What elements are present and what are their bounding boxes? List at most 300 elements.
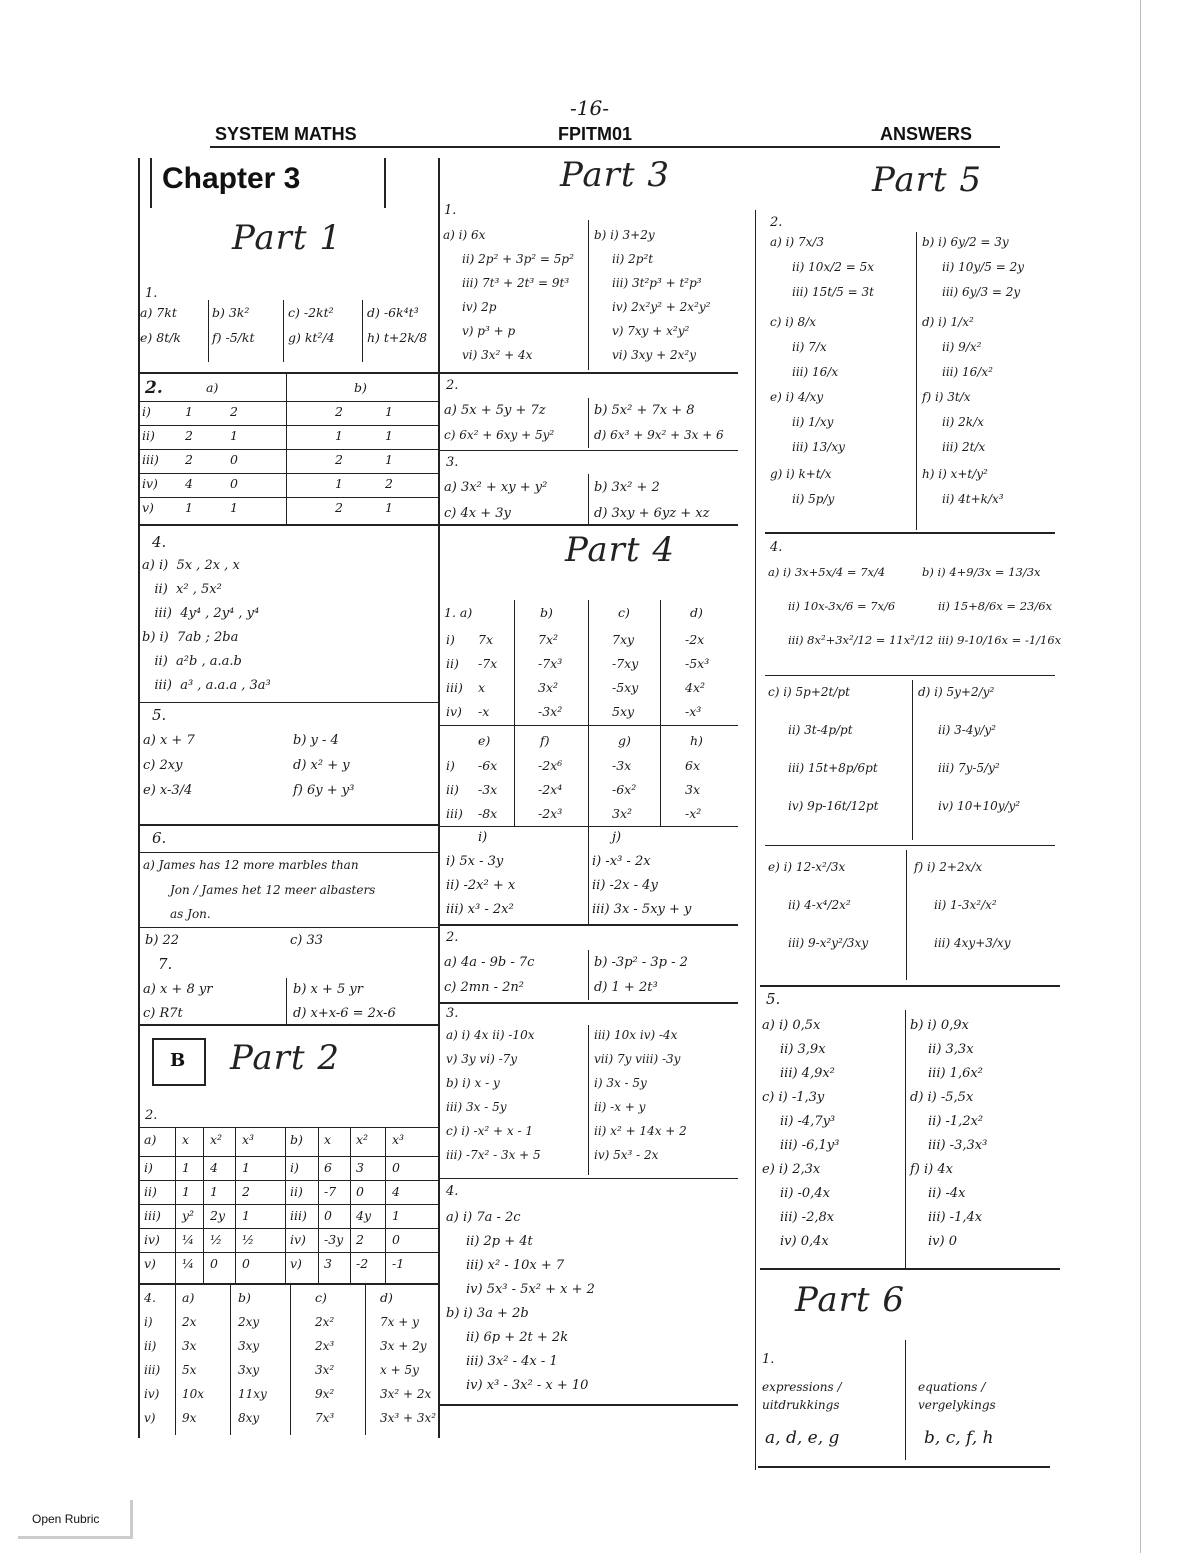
c1-p2-q4-cell: 3xy bbox=[238, 1339, 260, 1353]
c1-p2-q4-top bbox=[138, 1283, 438, 1285]
c2-p4-cell: -7xy bbox=[612, 656, 639, 671]
c1-p2-q4-cell: 8xy bbox=[238, 1411, 260, 1425]
c2-q3-vline bbox=[588, 474, 589, 524]
c1-p2-q2-row-line bbox=[138, 1156, 438, 1157]
c1-q2-cell: ii) bbox=[142, 428, 155, 443]
c1-p2-q2-head: b) bbox=[290, 1132, 303, 1147]
c2-p4-cell: 4x² bbox=[685, 680, 706, 695]
part-6-title: Part 6 bbox=[795, 1280, 905, 1320]
c2-p4-i-line: ii) -2x² + x bbox=[446, 878, 516, 893]
c1-q7-label: 7. bbox=[158, 955, 173, 973]
c1-p2-q2-cell: 0 bbox=[242, 1256, 250, 1271]
c1-p2-q2-vline bbox=[203, 1127, 204, 1283]
c1-rule-q2 bbox=[138, 372, 438, 374]
c3-q5-right: b) i) 0,9x bbox=[910, 1018, 969, 1033]
chapter-title: Chapter 3 bbox=[162, 162, 301, 195]
c3-q5-label: 5. bbox=[766, 990, 781, 1008]
c1-q2-cell: iii) bbox=[142, 452, 159, 467]
c3-q4-line: iii) 8x²+3x²/12 = 11x²/12 bbox=[788, 633, 934, 647]
c3-q4-line: ii) 10x-3x/6 = 7x/6 bbox=[788, 599, 896, 613]
c1-p2-q4-cell: 3x³ + 3x² bbox=[380, 1411, 437, 1425]
c2-p4-head2: h) bbox=[690, 733, 703, 748]
c3-q5-right: f) i) 4x bbox=[910, 1162, 953, 1177]
c2-p4-cell: -x³ bbox=[685, 704, 702, 719]
c1-q2-row-line bbox=[138, 449, 438, 450]
c2-p4-q2-a: a) 4a - 9b - 7c bbox=[444, 955, 535, 970]
c1-p2-q4-head: d) bbox=[380, 1290, 393, 1305]
c1-p2-q2-vline bbox=[350, 1127, 351, 1283]
c1-p2-q4-cell: 2x bbox=[182, 1315, 197, 1329]
c1-q7-b: b) x + 5 yr bbox=[293, 982, 363, 997]
c2-p4-q2-d: d) 1 + 2t³ bbox=[594, 980, 658, 995]
c2-ij-vline bbox=[588, 826, 589, 924]
c1-q2-cell: 1 bbox=[185, 404, 193, 419]
c2-p4-q2-b: b) -3p² - 3p - 2 bbox=[594, 955, 688, 970]
c1-p2-q4-cell: 7x³ bbox=[315, 1411, 335, 1425]
c1-p2-q2-cell: 1 bbox=[242, 1160, 250, 1175]
c1-p2-q2-head: x² bbox=[210, 1132, 223, 1147]
c2-q1-right: iii) 3t²p³ + t²p³ bbox=[612, 276, 702, 290]
c1-q7-c: c) R7t bbox=[143, 1006, 183, 1021]
c1-p2-q2-vline bbox=[235, 1127, 236, 1283]
c2-q1-left: iii) 7t³ + 2t³ = 9t³ bbox=[462, 276, 570, 290]
c1-p2-q2-vline bbox=[285, 1127, 286, 1283]
c1-q2-cell: 1 bbox=[385, 428, 393, 443]
c1-q5-b: b) y - 4 bbox=[293, 733, 339, 748]
c1-p2-q2-cell: 2 bbox=[356, 1232, 364, 1247]
c3-q4e-right: ii) 1-3x²/x² bbox=[934, 898, 997, 912]
c3-q4e-right: f) i) 2+2x/x bbox=[914, 860, 983, 874]
c2-p4-head2: e) bbox=[478, 733, 491, 748]
c3-q4e-vline bbox=[906, 850, 907, 980]
c1-p2-q2-cell: 3 bbox=[324, 1256, 332, 1271]
c2-p4-q3-label: 3. bbox=[446, 1006, 459, 1021]
c3-q5-right: iii) 1,6x² bbox=[928, 1066, 983, 1081]
c3-q2-right: iii) 16/x² bbox=[942, 365, 993, 379]
c2-q2-a: a) 5x + 5y + 7z bbox=[444, 403, 546, 418]
c1-p2-q2-row-line bbox=[138, 1180, 438, 1181]
c2-p4-j-line: i) -x³ - 2x bbox=[592, 854, 651, 869]
c3-q2-right: d) i) 1/x² bbox=[922, 315, 974, 329]
c1-p2-q2-row-line bbox=[138, 1204, 438, 1205]
c1-p2-q2-label: 2. bbox=[145, 1108, 158, 1123]
c2-p4-cell: ii) bbox=[446, 656, 459, 671]
c1-q2-row-line bbox=[138, 497, 438, 498]
c1-p2-q2-top bbox=[138, 1127, 438, 1128]
c3-q4c-left: ii) 3t-4p/pt bbox=[788, 723, 853, 737]
c1-q1-vline-3 bbox=[362, 300, 363, 362]
c1-q4-line: iii) 4y⁴ , 2y⁴ , y⁴ bbox=[142, 606, 260, 621]
c2-p4-cell: iv) bbox=[446, 704, 462, 719]
c2-p4-q3-line: a) i) 4x ii) -10x bbox=[446, 1028, 535, 1042]
c1-q1-vline-2 bbox=[283, 300, 284, 362]
part-2-box-letter: B bbox=[170, 1050, 186, 1071]
c1-p2-q2-cell: 1 bbox=[392, 1208, 400, 1223]
c2-q3-label: 3. bbox=[446, 455, 459, 470]
c2-p4-cell: iii) bbox=[446, 680, 463, 695]
c3-q2-right: ii) 2k/x bbox=[942, 415, 984, 429]
c2-p4-head: d) bbox=[690, 605, 703, 620]
c1-p2-q4-cell: 3xy bbox=[238, 1363, 260, 1377]
c3-q2-right: f) i) 3t/x bbox=[922, 390, 971, 404]
header-right: ANSWERS bbox=[880, 124, 973, 144]
c2-p4-cell: -5xy bbox=[612, 680, 639, 695]
c2-p4-cell: 7x bbox=[478, 632, 494, 647]
c2-p4-i-line: iii) x³ - 2x² bbox=[446, 902, 514, 917]
c2-p4-cell2: -6x² bbox=[612, 782, 637, 797]
c3-q2-left: c) i) 8/x bbox=[770, 315, 816, 329]
c2-p4-q3-line: iv) 5x³ - 2x bbox=[594, 1148, 659, 1162]
c3-q2-right: ii) 10y/5 = 2y bbox=[942, 260, 1024, 274]
c2-p4-q3-line: iii) -7x² - 3x + 5 bbox=[446, 1148, 541, 1162]
c1-q7-d: d) x+x-6 = 2x-6 bbox=[293, 1006, 396, 1021]
c1-p2-q2-head: x bbox=[182, 1132, 190, 1147]
c1-q5-d: d) x² + y bbox=[293, 758, 350, 773]
c3-q4c-left: iii) 15t+8p/6pt bbox=[788, 761, 878, 775]
c1-p2-q2-cell: ii) bbox=[290, 1184, 303, 1199]
c2-p4-j-line: iii) 3x - 5xy + y bbox=[592, 902, 692, 917]
c2-q1-left: iv) 2p bbox=[462, 300, 497, 314]
c2-q2-d: d) 6x³ + 9x² + 3x + 6 bbox=[594, 428, 724, 442]
c1-q2-cell: 2 bbox=[335, 500, 343, 515]
c1-rule-q6-inner bbox=[138, 852, 438, 853]
c2-p4-q3-line: ii) -x + y bbox=[594, 1100, 646, 1114]
c2-p4-head2: g) bbox=[618, 733, 631, 748]
c2-p4-cell2: -x² bbox=[685, 806, 702, 821]
c1-p2-q2-cell: 2y bbox=[210, 1208, 226, 1223]
c1-p2-q2-cell: 1 bbox=[242, 1208, 250, 1223]
c3-q4e-left: e) i) 12-x²/3x bbox=[768, 860, 846, 874]
c3-q2-left: ii) 7/x bbox=[792, 340, 827, 354]
header-rule bbox=[210, 146, 1000, 148]
header-left: SYSTEM MATHS bbox=[215, 124, 357, 144]
c3-rule-bottom bbox=[758, 1466, 1050, 1468]
c2-q1-label: 1. bbox=[444, 203, 457, 218]
c2-rule-p4q4 bbox=[438, 1178, 738, 1179]
c1-p2-q4-cell: iii) bbox=[144, 1363, 161, 1377]
c1-q2-cell: 2 bbox=[385, 476, 393, 491]
c3-q4-line: iii) 9-10/16x = -1/16x bbox=[938, 633, 1062, 647]
c1-p2-q4-cell: 3x² + 2x bbox=[380, 1387, 432, 1401]
c1-q2-cell: v) bbox=[142, 500, 154, 515]
c1-q2-cell: 2 bbox=[185, 428, 193, 443]
c1-p2-q2-cell: y² bbox=[182, 1208, 195, 1223]
c1-rule-q6b bbox=[138, 927, 438, 928]
c1-p2-q2-cell: 0 bbox=[356, 1184, 364, 1199]
c1-q5-f: f) 6y + y³ bbox=[293, 783, 355, 798]
part-1-title: Part 1 bbox=[232, 218, 342, 258]
c3-q5-vline bbox=[905, 1010, 906, 1268]
part-5-title: Part 5 bbox=[872, 160, 982, 200]
c2-p4-q4-line: ii) 6p + 2t + 2k bbox=[466, 1330, 569, 1345]
c1-p2-q2-cell: i) bbox=[290, 1160, 299, 1175]
c1-p2-q2-cell: 0 bbox=[392, 1160, 400, 1175]
c1-q6-a3: as Jon. bbox=[170, 907, 211, 921]
c1-p2-q2-cell: 3 bbox=[356, 1160, 364, 1175]
c1-q6-c: c) 33 bbox=[290, 933, 324, 948]
c2-p4-cell2: -3x bbox=[612, 758, 632, 773]
c1-q4-line: iii) a³ , a.a.a , 3a³ bbox=[142, 678, 271, 693]
c2-p4-cell: -x bbox=[478, 704, 490, 719]
c2-q2-b: b) 5x² + 7x + 8 bbox=[594, 403, 695, 418]
c3-q4-line: ii) 15+8/6x = 23/6x bbox=[938, 599, 1053, 613]
c1-p2-q2-vline bbox=[318, 1127, 319, 1283]
c1-p2-q4-cell: 2xy bbox=[238, 1315, 260, 1329]
c1-p2-q2-cell: ¼ bbox=[182, 1256, 195, 1271]
c2-p4-cell: -7x³ bbox=[538, 656, 563, 671]
c2-p4-q2-label: 2. bbox=[446, 930, 459, 945]
c1-rule-q5 bbox=[138, 702, 438, 703]
c2-p4-cell: 3x² bbox=[538, 680, 559, 695]
c3-p6-left-head: expressions / uitdrukkings bbox=[762, 1380, 842, 1412]
c1-p2-q2-cell: 4 bbox=[210, 1160, 218, 1175]
c2-p4-q4-line: a) i) 7a - 2c bbox=[446, 1210, 521, 1225]
c2-q3-b: b) 3x² + 2 bbox=[594, 480, 660, 495]
c1-q1-vline-1 bbox=[208, 300, 209, 362]
c2-p4-q4-line: ii) 2p + 4t bbox=[466, 1234, 533, 1249]
c2-rule-p4q3 bbox=[438, 1002, 738, 1004]
c2-q1-vline bbox=[588, 220, 589, 370]
c2-p4-cell2: iii) bbox=[446, 806, 463, 821]
c1-p2-q4-vline bbox=[230, 1285, 231, 1435]
c1-rule-q4 bbox=[138, 524, 438, 526]
c2-p4-cell: -7x bbox=[478, 656, 498, 671]
c3-q4c-right: ii) 3-4y/y² bbox=[938, 723, 996, 737]
c1-p2-q4-cell: 5x bbox=[182, 1363, 197, 1377]
c2-q1-left: a) i) 6x bbox=[443, 228, 486, 242]
c2-p4-cell: -5x³ bbox=[685, 656, 710, 671]
c1-p2-q4-cell: 2x² bbox=[315, 1315, 335, 1329]
c2-p4-q3-line: c) i) -x² + x - 1 bbox=[446, 1124, 533, 1138]
c1-q2-cell: 1 bbox=[185, 500, 193, 515]
c2-q1-right: iv) 2x²y² + 2x²y² bbox=[612, 300, 711, 314]
c1-q2-cell: iv) bbox=[142, 476, 158, 491]
c1-q4-line: a) i) 5x , 2x , x bbox=[142, 558, 240, 573]
c3-p6-vline bbox=[905, 1340, 906, 1460]
c1-p2-q4-cell: 3x² bbox=[315, 1363, 335, 1377]
c1-q2-cell: 1 bbox=[385, 404, 393, 419]
c2-q3-c: c) 4x + 3y bbox=[444, 506, 511, 521]
c3-q4-line: b) i) 4+9/3x = 13/3x bbox=[922, 565, 1041, 579]
c1-p2-q2-cell: ii) bbox=[144, 1184, 157, 1199]
c1-p2-q4-head: a) bbox=[182, 1290, 195, 1305]
c3-q2-left: ii) 10x/2 = 5x bbox=[792, 260, 874, 274]
c1-q2-cell: i) bbox=[142, 404, 151, 419]
c1-q1-e: e) 8t/k bbox=[140, 330, 182, 345]
c2-rule-q3 bbox=[438, 450, 738, 451]
c2-p4q3-vline bbox=[588, 1025, 589, 1175]
c2-p4-cell2: -2x⁴ bbox=[538, 782, 563, 797]
c2-q2-vline bbox=[588, 398, 589, 448]
c1-q2-cell: 2 bbox=[335, 452, 343, 467]
c1-p2-q4-cell: ii) bbox=[144, 1339, 157, 1353]
c3-q5-right: iii) -3,3x³ bbox=[928, 1138, 988, 1153]
c1-p2-q2-cell: -2 bbox=[356, 1256, 369, 1271]
c1-p2-q2-head: a) bbox=[144, 1132, 157, 1147]
c1-q2-label: 2. bbox=[145, 378, 163, 398]
c1-p2-q2-cell: 0 bbox=[324, 1208, 332, 1223]
c1-rule-q6 bbox=[138, 824, 438, 826]
c1-p2-q2-cell: 1 bbox=[210, 1184, 218, 1199]
part-2-title: Part 2 bbox=[230, 1038, 340, 1078]
c2-p4-cell: i) bbox=[446, 632, 455, 647]
c1-p2-q4-vline bbox=[175, 1285, 176, 1435]
c3-q2-left: ii) 5p/y bbox=[792, 492, 835, 506]
c1-q1-label: 1. bbox=[145, 286, 158, 301]
c3-p6-left-val: a, d, e, g bbox=[765, 1428, 840, 1448]
c2-p4-vline bbox=[588, 600, 589, 826]
open-rubric-label: Open Rubric bbox=[32, 1512, 100, 1526]
c3-q5-left: iv) 0,4x bbox=[780, 1234, 829, 1249]
c2-q1-left: v) p³ + p bbox=[462, 324, 516, 338]
c1-p2-q2-cell: 1 bbox=[182, 1184, 190, 1199]
c2-p4-cell2: 3x² bbox=[612, 806, 633, 821]
c1-p2-q2-cell: 6 bbox=[324, 1160, 332, 1175]
c1-p2-q2-head: x³ bbox=[242, 1132, 255, 1147]
c1-q2-row-line bbox=[138, 401, 438, 402]
c1-p2-q2-cell: 1 bbox=[182, 1160, 190, 1175]
c1-q5-a: a) x + 7 bbox=[143, 733, 195, 748]
c2-p4-j-head: j) bbox=[612, 830, 622, 845]
c1-q6-a: a) James has 12 more marbles than bbox=[143, 858, 359, 872]
c2-rule-bottom bbox=[438, 1404, 738, 1406]
c1-q1-c: c) -2kt² bbox=[288, 305, 334, 320]
c1-p2-q2-cell: 0 bbox=[392, 1232, 400, 1247]
c3-q5-left: ii) 3,9x bbox=[780, 1042, 826, 1057]
c1-p2-q4-vline bbox=[365, 1285, 366, 1435]
c3-p6-right-val: b, c, f, h bbox=[924, 1428, 994, 1448]
c3-q5-left: e) i) 2,3x bbox=[762, 1162, 821, 1177]
right-page-edge bbox=[1140, 0, 1141, 1553]
c2-p4-q4-line: iii) x² - 10x + 7 bbox=[466, 1258, 565, 1273]
part-4-title: Part 4 bbox=[565, 530, 675, 570]
c1-q2-cell: 2 bbox=[335, 404, 343, 419]
c3-rule-q4e bbox=[765, 845, 1055, 846]
col-divider-2 bbox=[438, 158, 440, 1438]
c1-q1-d: d) -6k⁴t³ bbox=[367, 305, 419, 320]
c3-q2-left: e) i) 4/xy bbox=[770, 390, 824, 404]
c1-p2-q4-head: 4. bbox=[144, 1290, 156, 1305]
c2-p4-q3-line: iii) 3x - 5y bbox=[446, 1100, 507, 1114]
c2-p4q2-vline bbox=[588, 950, 589, 1000]
c1-p2-q4-cell: i) bbox=[144, 1315, 153, 1329]
c1-q2-cell: 1 bbox=[230, 500, 238, 515]
c1-q6-label: 6. bbox=[152, 829, 167, 847]
c1-p2-q4-cell: 10x bbox=[182, 1387, 205, 1401]
c3-q4c-left: iv) 9p-16t/12pt bbox=[788, 799, 879, 813]
c2-p4-cell2: ii) bbox=[446, 782, 459, 797]
c3-p6-right-head: equations / vergelykings bbox=[918, 1380, 996, 1412]
c2-rule-q2 bbox=[438, 372, 738, 374]
c2-p4-q4-line: iv) 5x³ - 5x² + x + 2 bbox=[466, 1282, 595, 1297]
c2-q1-right: ii) 2p²t bbox=[612, 252, 654, 266]
c1-q1-b: b) 3k² bbox=[212, 305, 250, 320]
c2-p4-head: 1. a) bbox=[444, 605, 473, 620]
c3-q2-right: ii) 4t+k/x³ bbox=[942, 492, 1004, 506]
c1-q7-vline bbox=[286, 978, 287, 1026]
c2-p4-q3-line: v) 3y vi) -7y bbox=[446, 1052, 518, 1066]
c2-q1-right: vi) 3xy + 2x²y bbox=[612, 348, 696, 362]
c2-p4-cell2: 3x bbox=[685, 782, 701, 797]
c1-p2-q4-cell: 9x bbox=[182, 1411, 197, 1425]
c3-q4c-right: iv) 10+10y/y² bbox=[938, 799, 1021, 813]
c2-p4-i-head: i) bbox=[478, 830, 488, 845]
c2-p4-q3-line: iii) 10x iv) -4x bbox=[594, 1028, 678, 1042]
open-rubric-button[interactable] bbox=[18, 1500, 133, 1539]
c1-q5-e: e) x-3/4 bbox=[143, 783, 193, 798]
c1-p2-q2-vline bbox=[385, 1127, 386, 1283]
c1-p2-q2-row-line bbox=[138, 1252, 438, 1253]
c3-q5-left: iii) -2,8x bbox=[780, 1210, 835, 1225]
c2-p4-q4-label: 4. bbox=[446, 1184, 459, 1199]
c1-p2-q4-cell: 9x² bbox=[315, 1387, 335, 1401]
c1-p2-q2-vline bbox=[175, 1127, 176, 1283]
c3-q2-right: iii) 6y/3 = 2y bbox=[942, 285, 1021, 299]
c1-q2-cell: 0 bbox=[230, 452, 238, 467]
c1-rule-part2 bbox=[138, 1024, 438, 1026]
c3-q4c-right: d) i) 5y+2/y² bbox=[918, 685, 995, 699]
c1-p2-q4-cell: 2x³ bbox=[315, 1339, 335, 1353]
c3-q2-left: iii) 16/x bbox=[792, 365, 839, 379]
c1-q2-cell: 1 bbox=[385, 452, 393, 467]
c1-p2-q4-head: c) bbox=[315, 1290, 327, 1305]
c1-p2-q2-cell: iv) bbox=[144, 1232, 160, 1247]
c3-q4c-left: c) i) 5p+2t/pt bbox=[768, 685, 850, 699]
col-divider-3 bbox=[755, 210, 756, 1470]
c1-p2-q2-head: x² bbox=[356, 1132, 369, 1147]
c3-q2-right: h) i) x+t/y² bbox=[922, 467, 988, 481]
c3-q2-left: a) i) 7x/3 bbox=[770, 235, 825, 249]
c1-q7-a: a) x + 8 yr bbox=[143, 982, 213, 997]
c1-q2-cell: 2 bbox=[230, 404, 238, 419]
c2-rule-p4q2 bbox=[438, 924, 738, 926]
c1-p2-q2-cell: iv) bbox=[290, 1232, 306, 1247]
c2-p4-cell: -3x² bbox=[538, 704, 563, 719]
c1-p2-q2-cell: ½ bbox=[242, 1232, 255, 1247]
c2-p4-vline bbox=[514, 600, 515, 826]
c1-p2-q4-cell: 7x + y bbox=[380, 1315, 419, 1329]
c1-p2-q2-cell: -1 bbox=[392, 1256, 405, 1271]
c1-p2-q2-cell: i) bbox=[144, 1160, 153, 1175]
c3-q2-label: 2. bbox=[770, 215, 783, 230]
c2-p4-cell2: -6x bbox=[478, 758, 498, 773]
c3-q2-right: iii) 2t/x bbox=[942, 440, 986, 454]
c1-q2-row-line bbox=[138, 473, 438, 474]
c2-p4-cell2: 6x bbox=[685, 758, 701, 773]
c1-q2-cell: 1 bbox=[335, 476, 343, 491]
c3-q5-right: d) i) -5,5x bbox=[910, 1090, 974, 1105]
c1-q2-b: b) bbox=[354, 380, 367, 395]
c3-q5-left: iii) 4,9x² bbox=[780, 1066, 835, 1081]
c3-q4e-right: iii) 4xy+3/xy bbox=[934, 936, 1011, 950]
c2-q2-label: 2. bbox=[446, 378, 459, 393]
c1-q6-b: b) 22 bbox=[145, 933, 180, 948]
c3-q5-left: iii) -6,1y³ bbox=[780, 1138, 840, 1153]
c3-rule-q5 bbox=[760, 985, 1060, 987]
c3-q5-right: iii) -1,4x bbox=[928, 1210, 983, 1225]
c2-p4-cell2: -8x bbox=[478, 806, 498, 821]
c1-q5-label: 5. bbox=[152, 706, 167, 724]
c2-p4-cell: 7x² bbox=[538, 632, 559, 647]
c2-p4-cell2: -2x⁶ bbox=[538, 758, 563, 773]
c2-p4-q4-line: b) i) 3a + 2b bbox=[446, 1306, 529, 1321]
c2-p4-q3-line: i) 3x - 5y bbox=[594, 1076, 647, 1090]
c1-p2-q4-vline bbox=[290, 1285, 291, 1435]
c1-p2-q4-head: b) bbox=[238, 1290, 251, 1305]
c2-q1-left: ii) 2p² + 3p² = 5p² bbox=[462, 252, 574, 266]
c2-q1-right: b) i) 3+2y bbox=[594, 228, 655, 242]
c3-q5-right: ii) -4x bbox=[928, 1186, 966, 1201]
